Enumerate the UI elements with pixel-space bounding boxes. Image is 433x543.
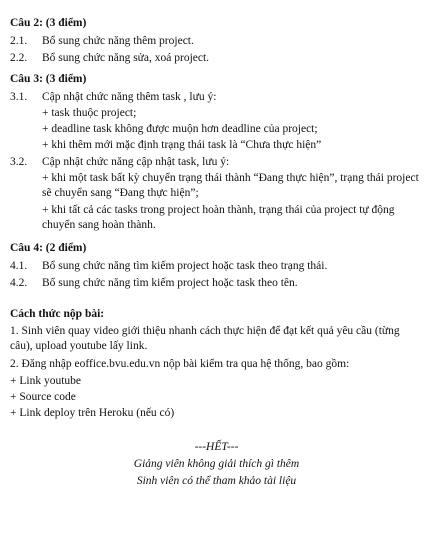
q4-item-2 [10, 276, 298, 291]
q4-item-1-text: Bổ sung chức năng tìm kiếm project hoặc task theo trạng thái. [42, 260, 328, 272]
footer-note-1: Giảng viên không giải thích gì thêm [133, 458, 300, 470]
q3-item-1-sub-1: + task thuộc project; [42, 107, 137, 119]
q3-item-1-sub-3: + khi thêm mới mặc định trạng thái task là “Chưa thực hiện” [42, 139, 322, 151]
q2-item-2-text: Bổ sung chức năng sửa, xoá project. [42, 52, 210, 64]
q4-item-1-num: 4.1. [10, 260, 28, 272]
q3-item-1 [10, 90, 216, 105]
q4-item-2-num: 4.2. [10, 277, 28, 289]
submission-bullet-3: + Link deploy trên Heroku (nếu có) [10, 407, 175, 419]
q3-item-2 [10, 155, 229, 170]
submission-bullet-2: + Source code [10, 391, 76, 403]
q3-item-2-sub-1: + khi một task bất kỳ chuyển trạng thái thành “Đang thực hiện”, trạng thái project sẽ chuyển sang “Đang thực hiện”; [42, 172, 419, 200]
q3-item-1-sub-2: + deadline task không được muộn hơn deadline của project; [42, 123, 318, 135]
q3-heading: Câu 3: (3 điểm) [10, 73, 87, 85]
q3-item-1-text: Cập nhật chức năng thêm task , lưu ý: [42, 91, 217, 103]
q3-item-2-text: Cập nhật chức năng cập nhật task, lưu ý: [42, 156, 230, 168]
q3-item-2-num: 3.2. [10, 156, 28, 168]
submission-bullet-1: + Link youtube [10, 375, 82, 387]
q2-item-1-text: Bổ sung chức năng thêm project. [42, 35, 194, 47]
q3-item-2-sub-2: + khi tất cả các tasks trong project hoàn thành, trạng thái của project tự động chuyển sang hoàn thành. [42, 204, 395, 232]
end-marker: ---HẾT--- [194, 441, 239, 453]
submission-step-1: 1. Sinh viên quay video giới thiệu nhanh cách thực hiện để đạt kết quả yêu cầu (từng câu), upload youtube lấy link. [10, 325, 400, 353]
q4-item-1 [10, 259, 327, 274]
q4-item-2-text: Bổ sung chức năng tìm kiếm project hoặc task theo tên. [42, 277, 298, 289]
footer-note-2: Sinh viên có thể tham khảo tài liệu [136, 475, 297, 487]
q2-item-1-num: 2.1. [10, 35, 28, 47]
q2-heading: Câu 2: (3 điểm) [10, 17, 87, 29]
q4-heading: Câu 4: (2 điểm) [10, 242, 87, 254]
submission-step-2: 2. Đăng nhập eoffice.bvu.edu.vn nộp bài kiểm tra qua hệ thống, bao gồm: [10, 358, 350, 370]
q3-item-1-num: 3.1. [10, 91, 28, 103]
submission-heading: Cách thức nộp bài: [10, 308, 105, 320]
q2-item-2-num: 2.2. [10, 52, 28, 64]
q2-item-1 [10, 34, 194, 49]
q2-item-2 [10, 51, 209, 66]
